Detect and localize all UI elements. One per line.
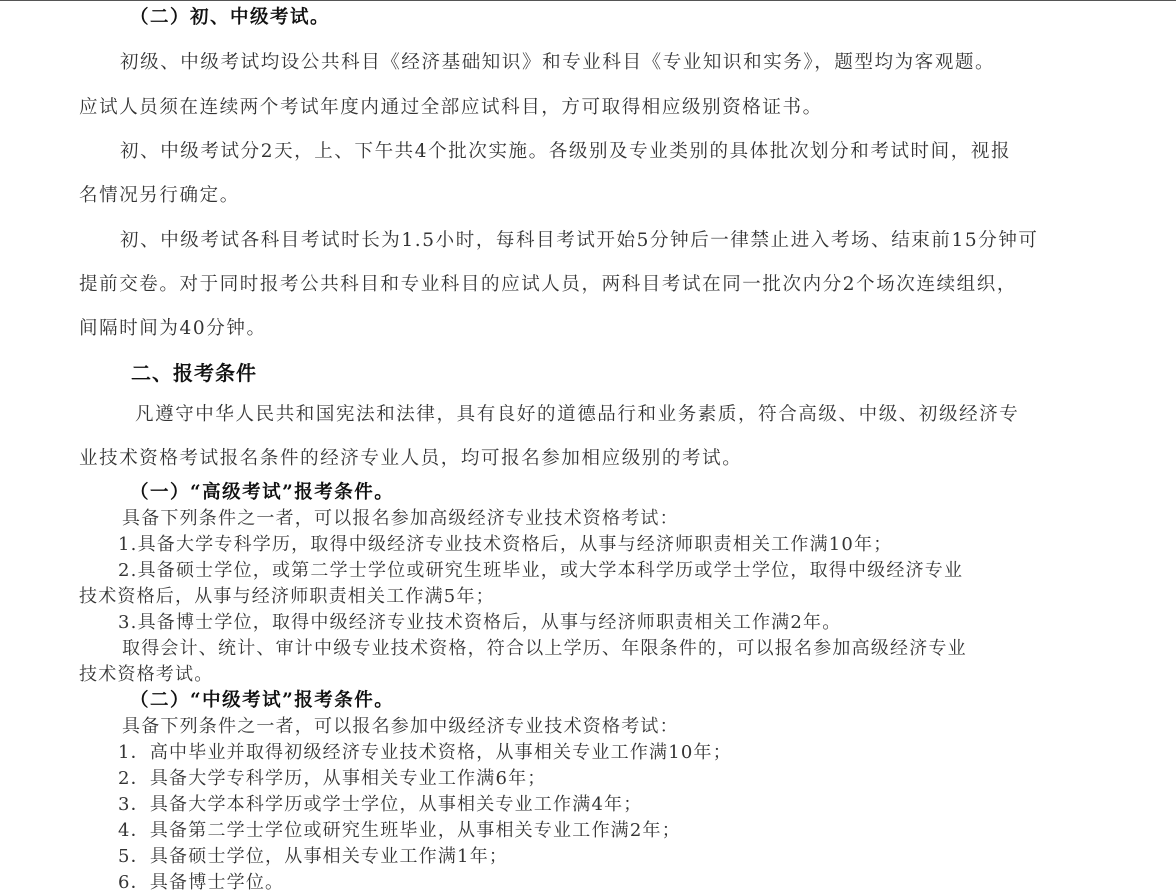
list-item: 3．具备大学本科学历或学士学位，从事相关专业工作满4年； xyxy=(118,794,643,815)
section-heading-junior-intermediate-exam: （二）初、中级考试。 xyxy=(130,7,331,28)
paragraph-line: 技术资格考试。 xyxy=(79,664,214,685)
list-intro: 具备下列条件之一者，可以报名参加高级经济专业技术资格考试： xyxy=(122,508,679,529)
paragraph-line: 应试人员须在连续两个考试年度内通过全部应试科目，方可取得相应级别资格证书。 xyxy=(79,97,823,118)
list-intro: 具备下列条件之一者，可以报名参加中级经济专业技术资格考试： xyxy=(122,716,679,737)
paragraph-line: 间隔时间为40分钟。 xyxy=(79,318,267,339)
list-item: 1．高中毕业并取得初级经济专业技术资格，从事相关专业工作满10年； xyxy=(118,742,732,763)
list-item: 2.具备硕士学位，或第二学士学位或研究生班毕业，或大学本科学历或学士学位，取得中级经济专业 xyxy=(118,560,964,581)
paragraph-line: 提前交卷。对于同时报考公共科目和专业科目的应试人员，两科目考试在同一批次内分2个场次连续组织， xyxy=(79,274,1017,295)
list-item: 4．具备第二学士学位或研究生班毕业，从事相关专业工作满2年； xyxy=(118,820,681,841)
list-item: 5．具备硕士学位，从事相关专业工作满1年； xyxy=(118,846,509,867)
list-item: 2．具备大学专科学历，从事相关专业工作满6年； xyxy=(118,768,547,789)
list-item-continuation: 技术资格后，从事与经济师职责相关工作满5年； xyxy=(79,586,495,607)
subheading-intermediate-exam: （二）“中级考试”报考条件。 xyxy=(130,690,395,711)
paragraph-line: 凡遵守中华人民共和国宪法和法律，具有良好的道德品行和业务素质，符合高级、中级、初级经济专 xyxy=(135,404,1020,425)
section-heading-application-conditions: 二、报考条件 xyxy=(131,361,257,385)
paragraph-line: 初、中级考试各科目考试时长为1.5小时，每科目考试开始5分钟后一律禁止进入考场、结束前15分钟可 xyxy=(120,230,1039,251)
paragraph-line: 初、中级考试分2天，上、下午共4个批次实施。各级别及专业类别的具体批次划分和考试时间，视报 xyxy=(120,141,1012,162)
paragraph-line: 初级、中级考试均设公共科目《经济基础知识》和专业科目《专业知识和实务》，题型均为客观题。 xyxy=(120,52,996,73)
paragraph-line: 业技术资格考试报名条件的经济专业人员，均可报名参加相应级别的考试。 xyxy=(79,448,743,469)
top-border-line xyxy=(0,0,1176,1)
list-item: 1.具备大学专科学历，取得中级经济专业技术资格后，从事与经济师职责相关工作满10年； xyxy=(118,534,893,555)
list-item: 6．具备博士学位。 xyxy=(118,872,285,893)
paragraph-line: 名情况另行确定。 xyxy=(79,185,240,206)
subheading-senior-exam: （一）“高级考试”报考条件。 xyxy=(130,482,395,503)
paragraph-line: 取得会计、统计、审计中级专业技术资格，符合以上学历、年限条件的，可以报名参加高级经济专业 xyxy=(122,638,967,659)
list-item: 3.具备博士学位，取得中级经济专业技术资格后，从事与经济师职责相关工作满2年。 xyxy=(118,612,842,633)
